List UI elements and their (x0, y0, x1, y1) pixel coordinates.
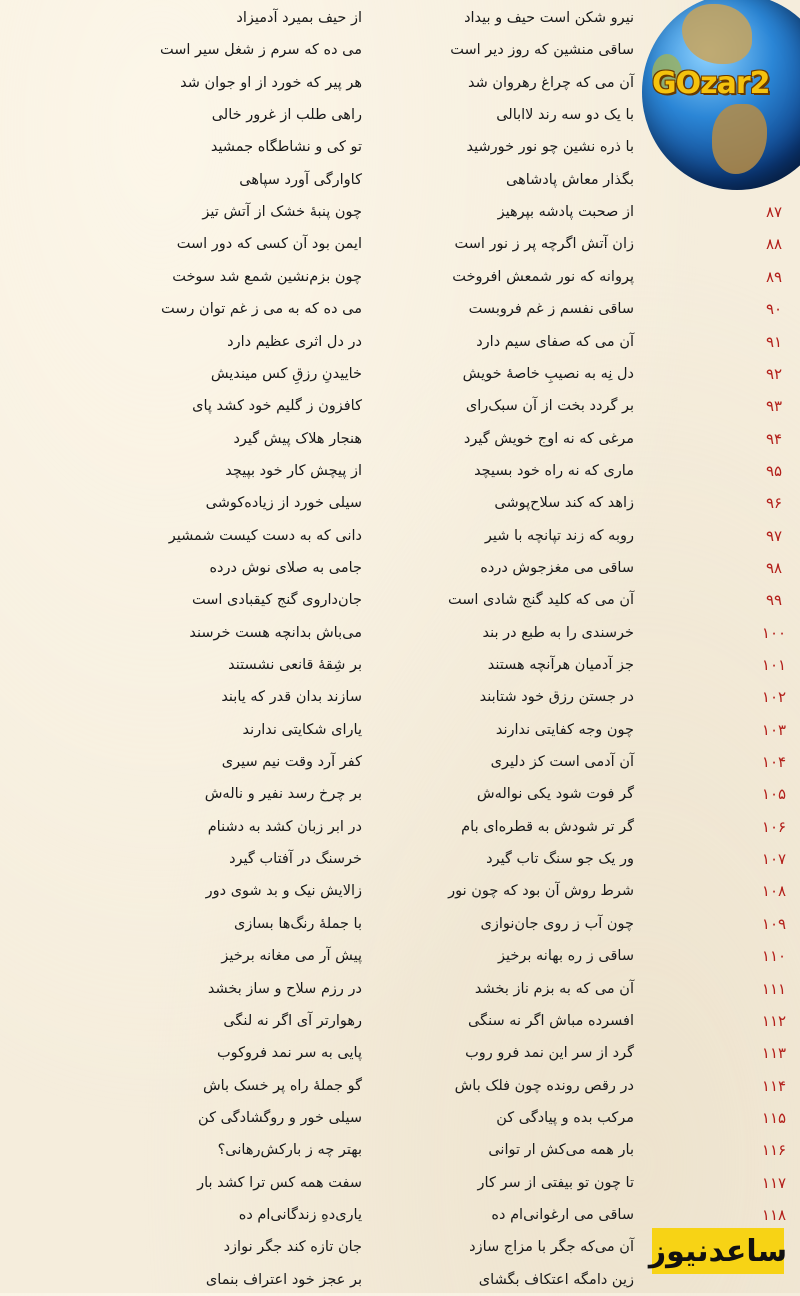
verse-number: ۱۰۵ (761, 785, 787, 804)
second-hemistich: چون پنبهٔ خشک از آتش تیز (202, 204, 362, 221)
verse-row (0, 326, 800, 358)
verse-number: ۱۰۹ (761, 914, 787, 933)
verse-number: ۹۶ (765, 494, 783, 513)
first-hemistich: آن آدمی است کز دلیری (490, 754, 634, 771)
verse-row (0, 390, 800, 422)
second-hemistich: در رزم سلاح و ساز بخشد (207, 980, 362, 997)
verse-number: ۹۲ (765, 364, 783, 383)
second-hemistich: خرسنگ در آفتاب گیرد (229, 851, 362, 868)
first-hemistich: مرغی که نه اوج خویش گیرد (463, 430, 634, 447)
second-hemistich: یارای شکایتی ندارند (242, 721, 362, 738)
verse-row (0, 746, 800, 778)
first-hemistich: ساقی می ارغوانی‌ام ده (491, 1206, 634, 1223)
first-hemistich: ساقی منشین که روز دیر است (450, 42, 634, 59)
verse-number (756, 99, 792, 131)
second-hemistich: سازند بدان قدر که یابند (221, 689, 362, 706)
verse-row (0, 714, 800, 746)
second-hemistich: زالایش نیک و بد شوی دور (205, 883, 362, 900)
first-hemistich: جز آدمیان هرآنچه هستند (487, 657, 634, 673)
verse-row (0, 131, 800, 163)
verse-number: ۹۳ (765, 397, 783, 416)
second-hemistich: راهی طلب از غرور خالی (211, 107, 362, 124)
verse-row (0, 1199, 800, 1231)
first-hemistich: در رقص رونده چون فلک باش (454, 1077, 634, 1094)
first-hemistich: چون وجه کفایتی ندارند (495, 721, 634, 738)
verse-number: ۹۸ (765, 558, 783, 577)
verse-row (0, 164, 800, 196)
verse-number: ۱۰۴ (761, 753, 787, 772)
second-hemistich: جامی به صلای نوش درده (209, 559, 362, 576)
first-hemistich: نیرو شکن است حیف و بیداد (464, 10, 634, 26)
verse-number: ۸۹ (765, 267, 783, 286)
second-hemistich: سیلی خور و روگشادگی کن (198, 1109, 362, 1126)
first-hemistich: گر فوت شود یکی نواله‌ش (476, 786, 634, 803)
first-hemistich: خرسندی را به طبع در بند (482, 624, 634, 641)
second-hemistich: یاری‌دهِ زندگانی‌ام ده (238, 1206, 362, 1223)
second-hemistich: سیلی خورد از زیاده‌کوشی (205, 495, 362, 512)
verse-row (0, 973, 800, 1005)
second-hemistich: سفت همه کس ترا کشد بار (197, 1174, 362, 1191)
verse-number: ۱۱۴ (761, 1076, 787, 1095)
verse-number (756, 131, 792, 163)
verse-number: ۱۰۲ (761, 688, 787, 707)
first-hemistich: آن می که به بزم ناز بخشد (474, 980, 634, 997)
first-hemistich: بگذار معاش پادشاهی (506, 171, 634, 188)
first-hemistich: ماری که نه راه خود بسیچد (474, 462, 634, 479)
second-hemistich: رهوارتر آی اگر نه لنگی (223, 1012, 362, 1029)
second-hemistich: گو جملهٔ راه پر خسک باش (202, 1077, 362, 1094)
verse-number (756, 2, 792, 34)
verse-number: ۱۱۵ (761, 1108, 787, 1127)
first-hemistich: آن می که چراغ رهروان شد (468, 74, 634, 91)
second-hemistich: می ده که سرم ز شغل سیر است (159, 42, 362, 59)
first-hemistich: با یک دو سه رند لاابالی (496, 107, 634, 124)
verse-row (0, 293, 800, 325)
verse-row (0, 487, 800, 519)
verse-row (0, 1070, 800, 1102)
verse-row (0, 67, 800, 99)
first-hemistich: چون آب ز روی جان‌نوازی (480, 915, 634, 932)
second-hemistich: بر عجز خود اعتراف بنمای (205, 1271, 362, 1288)
verse-row (0, 358, 800, 390)
first-hemistich: ساقی می مغزجوش درده (480, 559, 634, 576)
logo-text: GOzar2 (652, 66, 770, 101)
second-hemistich: در ابر زبان کشد به دشنام (207, 818, 362, 835)
verse-row (0, 1134, 800, 1166)
first-hemistich: زاهد که کند سلاح‌پوشی (494, 495, 634, 512)
first-hemistich: در جستن رزق خود شتابند (479, 689, 634, 706)
verse-number: ۱۱۱ (761, 979, 787, 998)
second-hemistich: جان تازه کند جگر نوازد (223, 1239, 362, 1256)
verse-row (0, 196, 800, 228)
first-hemistich: بار همه می‌کش ار توانی (488, 1142, 634, 1159)
second-hemistich: بر چرخ رسد نفیر و ناله‌ش (204, 786, 362, 803)
verse-row (0, 1167, 800, 1199)
verse-number: ۱۱۲ (761, 1011, 787, 1030)
verse-number: ۹۴ (765, 429, 783, 448)
second-hemistich: دانی که به دست کیست شمشیر (168, 527, 362, 544)
verse-row (0, 520, 800, 552)
second-hemistich: در دل اثری عظیم دارد (227, 333, 362, 350)
first-hemistich: افسرده مباش اگر نه سنگی (467, 1012, 634, 1029)
second-hemistich: ایمن بود آن کسی که دور است (176, 236, 362, 253)
first-hemistich: از صحبت پادشه بپرهیز (497, 204, 634, 221)
first-hemistich: گرد از سر این نمد فرو روب (465, 1045, 634, 1062)
second-hemistich: می ده که به می ز غم توان رست (161, 301, 362, 318)
verse-number: ۱۱۶ (761, 1141, 787, 1160)
verse-row (0, 1102, 800, 1134)
first-hemistich: با ذره نشین چو نور خورشید (466, 139, 634, 156)
verse-row (0, 2, 800, 34)
first-hemistich: آن می که صفای سیم دارد (476, 333, 634, 350)
verse-number: ۸۸ (765, 235, 783, 254)
second-hemistich: تو کی و نشاطگاه جمشید (210, 139, 362, 156)
verse-row (0, 843, 800, 875)
second-hemistich: پایی به سر نمد فروکوب (217, 1045, 362, 1062)
first-hemistich: دل نِه به نصیبِ خاصهٔ خویش (462, 365, 634, 382)
verse-row (0, 34, 800, 66)
verse-number: ۱۰۸ (761, 882, 787, 901)
second-hemistich: بر شِقهٔ قانعی نشستند (228, 657, 362, 673)
brand-badge: ساعدنیوز (652, 1228, 784, 1274)
first-hemistich: ور یک جو سنگ تاب گیرد (486, 851, 634, 868)
verse-number (756, 67, 792, 99)
verse-number (756, 164, 792, 196)
verse-row (0, 908, 800, 940)
verse-number: ۸۷ (765, 203, 783, 222)
verse-row (0, 1037, 800, 1069)
second-hemistich: با جملهٔ رنگ‌ها بسازی (233, 915, 362, 932)
verse-row (0, 681, 800, 713)
verse-row (0, 811, 800, 843)
verse-number (756, 34, 792, 66)
first-hemistich: شرط روش آن بود که چون نور (448, 883, 634, 900)
second-hemistich: کاوارگی آورد سپاهی (239, 171, 362, 188)
first-hemistich: آن می که کلید گنج شادی است (448, 592, 634, 609)
first-hemistich: گر تر شودش به قطره‌ای بام (461, 818, 634, 835)
second-hemistich: می‌باش بدانچه هست خرسند (189, 624, 362, 641)
second-hemistich: کافزون ز گلیم خود کشد پای (192, 398, 362, 415)
verse-number: ۱۱۸ (761, 1205, 787, 1224)
second-hemistich: خاییدنِ رزقِ کس میندیش (210, 365, 362, 382)
verse-row (0, 552, 800, 584)
verse-row (0, 617, 800, 649)
verse-number: ۹۰ (765, 300, 783, 319)
verse-row (0, 778, 800, 810)
verse-row (0, 99, 800, 131)
verse-row (0, 584, 800, 616)
verse-number: ۱۱۰ (761, 947, 787, 966)
verse-row (0, 423, 800, 455)
first-hemistich: زان آتش اگرچه پر ز نور است (454, 236, 634, 253)
verse-row (0, 649, 800, 681)
first-hemistich: بر گردد بخت از آن سبک‌رای (465, 398, 634, 415)
verse-row (0, 1005, 800, 1037)
verse-number: ۱۰۰ (761, 623, 787, 642)
second-hemistich: پیش آر می مغانه برخیز (221, 948, 362, 965)
verse-row (0, 940, 800, 972)
second-hemistich: از پیچش کار خود بپیچد (225, 462, 362, 479)
verse-row (0, 261, 800, 293)
verse-row (0, 455, 800, 487)
verse-number: ۹۷ (765, 526, 783, 545)
verse-number: ۱۱۳ (761, 1044, 787, 1063)
verse-number: ۱۰۶ (761, 817, 787, 836)
second-hemistich: چون بزم‌نشین شمع شد سوخت (172, 268, 362, 285)
first-hemistich: زین دامگه اعتکاف بگشای (478, 1271, 634, 1288)
first-hemistich: تا چون تو بیفتی از سر کار (477, 1174, 634, 1191)
first-hemistich: پروانه که نور شمعش افروخت (452, 268, 634, 285)
verse-number: ۹۱ (765, 332, 783, 351)
verse-number: ۹۵ (765, 461, 783, 480)
first-hemistich: ساقی ز ره بهانه برخیز (498, 948, 634, 965)
verse-number: ۱۰۷ (761, 850, 787, 869)
first-hemistich: روبه که زند تپانچه با شیر (484, 527, 634, 544)
second-hemistich: جان‌داروی گنج کیقبادی است (192, 592, 362, 609)
verse-number: ۱۰۱ (761, 656, 787, 674)
first-hemistich: آن می‌که جگر با مزاج سازد (469, 1239, 634, 1256)
verse-number: ۱۰۳ (761, 720, 787, 739)
second-hemistich: بهتر چه ز بارکش‌رهانی؟ (217, 1142, 362, 1159)
second-hemistich: از حیف بمیرد آدمیزاد (236, 10, 362, 26)
verse-row (0, 228, 800, 260)
verse-number: ۹۹ (765, 591, 783, 610)
verse-row (0, 875, 800, 907)
second-hemistich: هر پیر که خورد از او جوان شد (180, 74, 362, 91)
first-hemistich: مرکب بده و پیادگی کن (496, 1109, 634, 1126)
second-hemistich: هنجار هلاک پیش گیرد (233, 430, 362, 447)
second-hemistich: کفر آرد وقت نیم سیری (221, 754, 362, 771)
first-hemistich: ساقی نفسم ز غم فروبست (468, 301, 634, 318)
verse-number: ۱۱۷ (761, 1173, 787, 1192)
